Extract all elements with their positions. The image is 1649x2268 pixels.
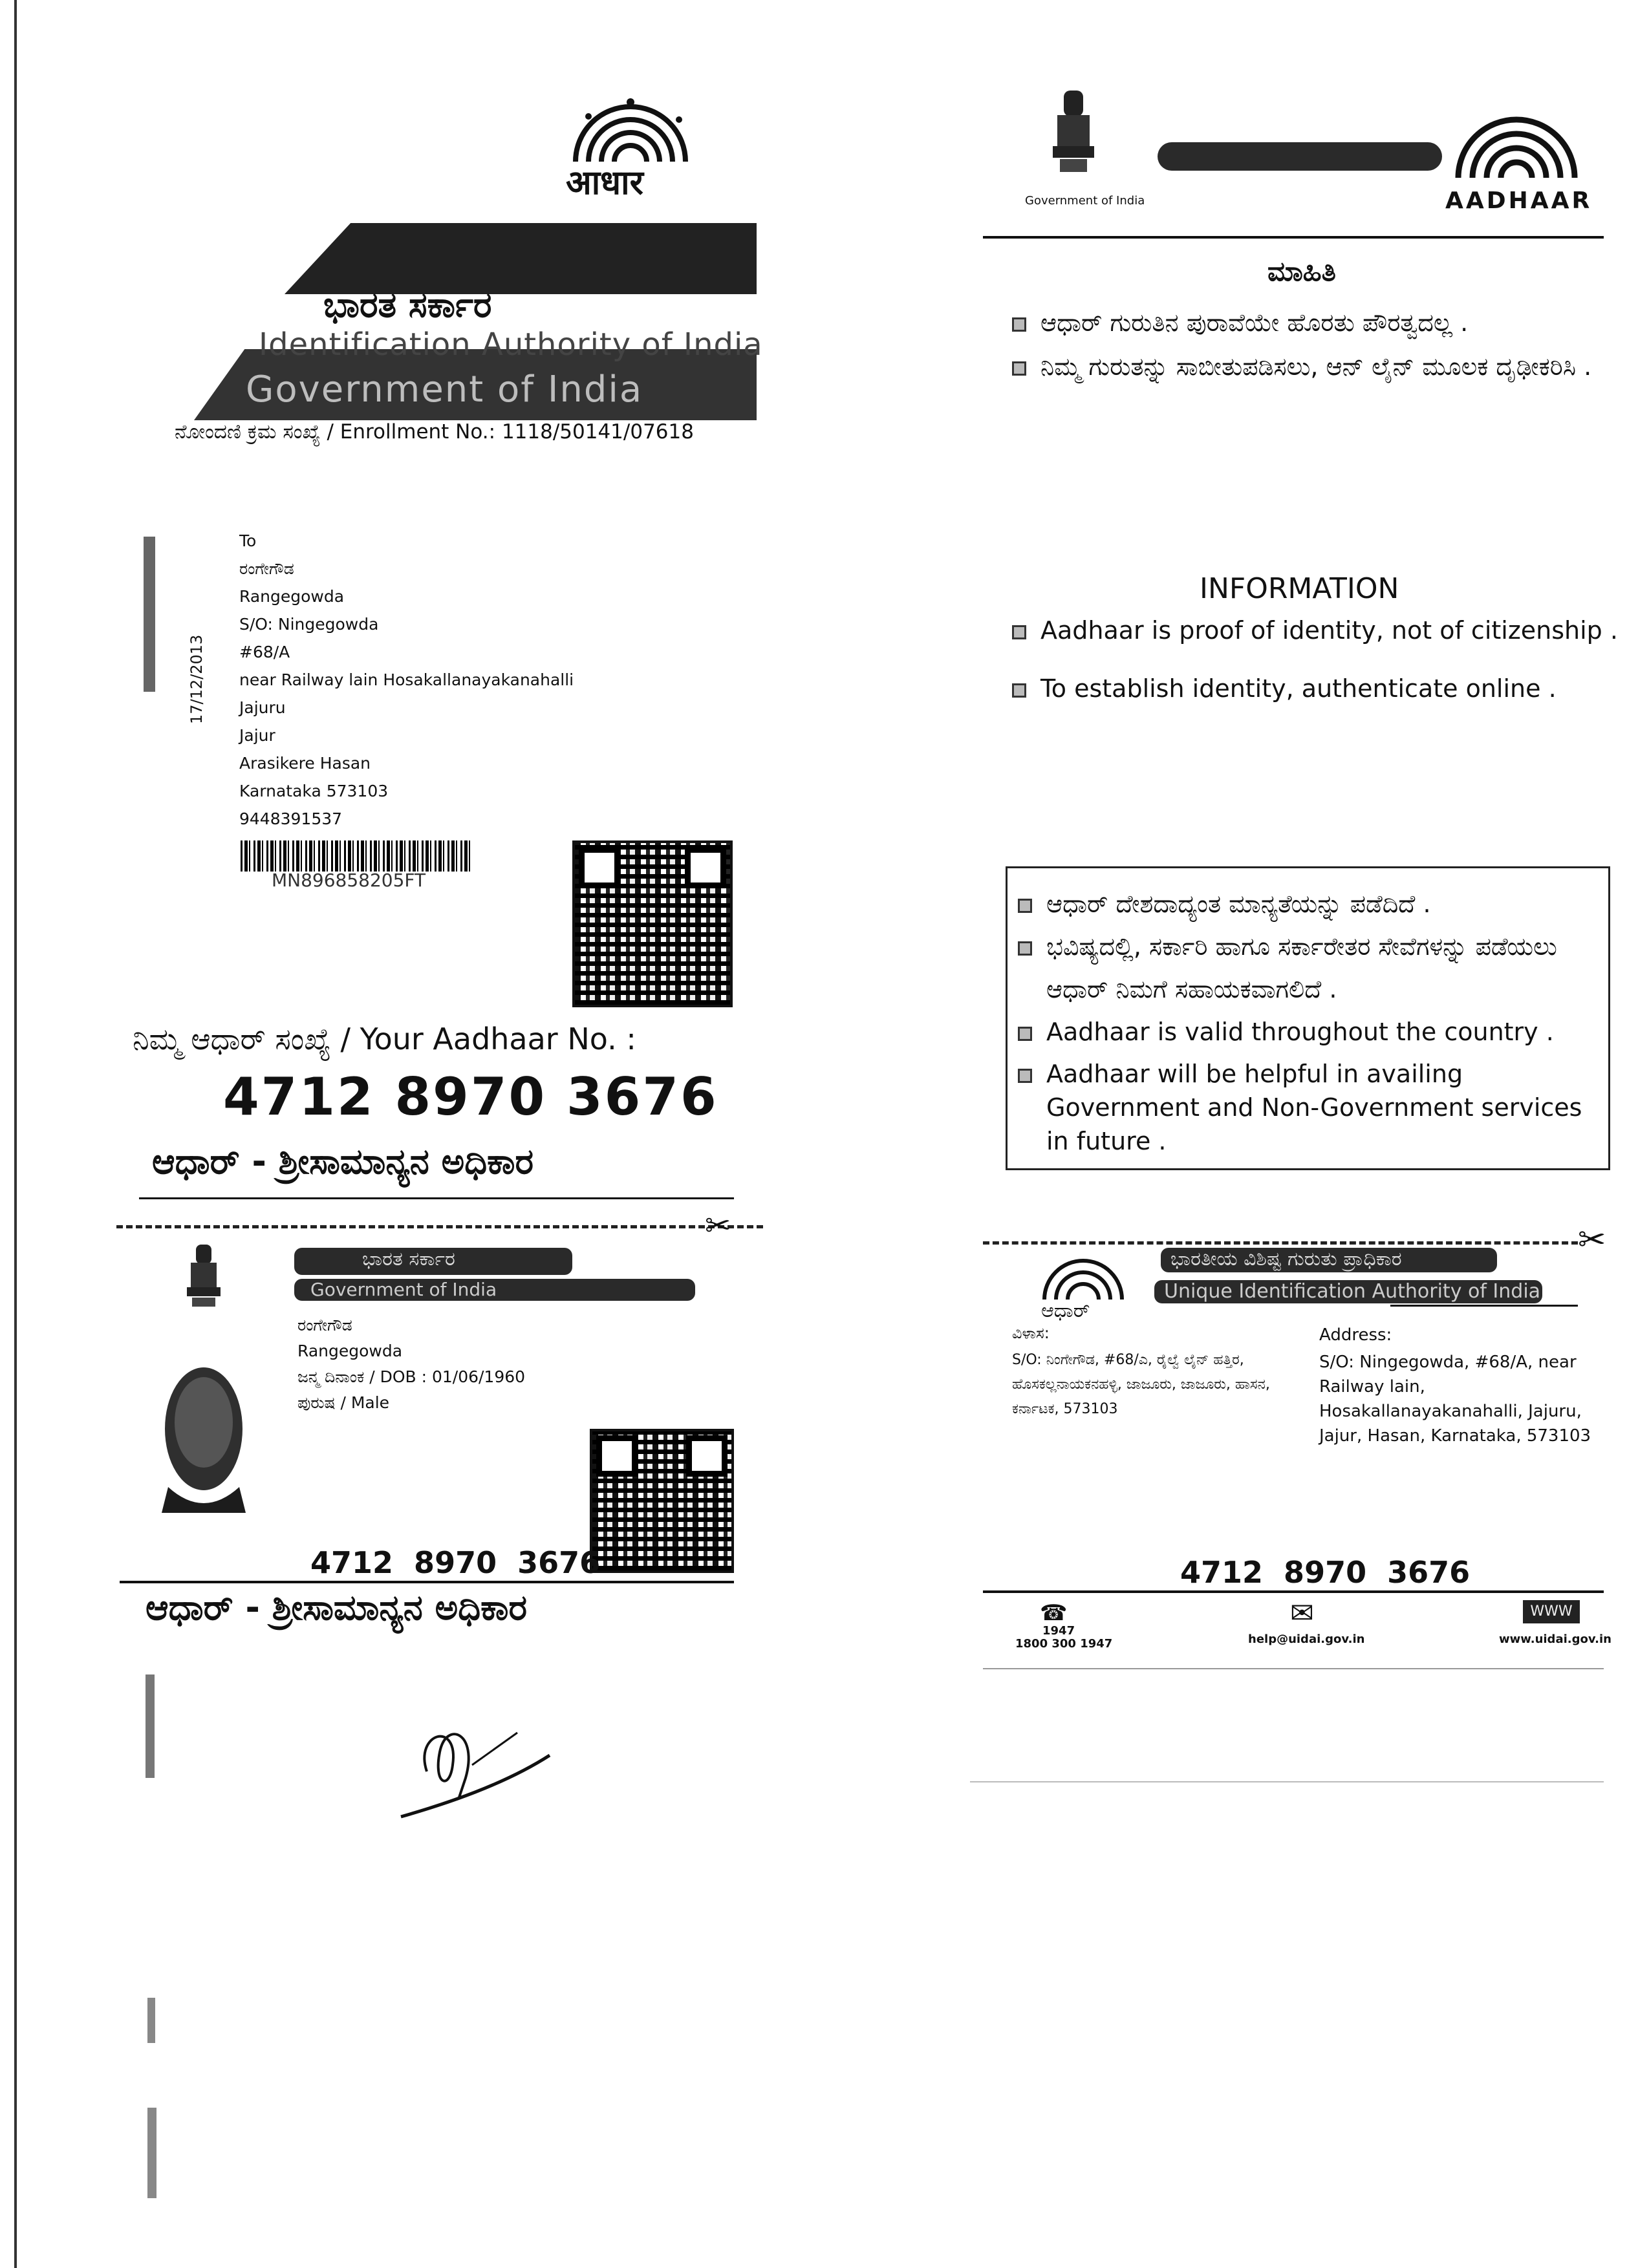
address-line: Jajur bbox=[239, 726, 275, 745]
mail-icon: ✉ bbox=[1290, 1597, 1314, 1630]
enrollment-number bbox=[175, 420, 694, 444]
card-details bbox=[297, 1312, 525, 1416]
aadhaar-logo-back bbox=[1436, 97, 1597, 187]
bullet-icon bbox=[1012, 361, 1026, 376]
help-email: help@uidai.gov.in bbox=[1248, 1632, 1365, 1646]
emblem-caption: Government of India bbox=[1025, 194, 1145, 208]
address-line: S/O: Ningegowda bbox=[239, 615, 379, 634]
card-name-kannada: ರಂಗೇಗೌಡ bbox=[297, 1316, 352, 1334]
bullet-icon bbox=[1018, 1069, 1032, 1083]
cut-line bbox=[116, 1225, 763, 1228]
phone-number: 1800 300 1947 bbox=[1015, 1637, 1113, 1651]
address-line: 9448391537 bbox=[239, 809, 343, 828]
card-slogan: ಆಧಾರ್ - ಶ್ರೀಸಾಮಾನ್ಯನ ಅಧಿಕಾರ bbox=[146, 1587, 528, 1628]
info-kannada-list bbox=[1012, 304, 1594, 385]
uidai-overlay-text: Identification Authority of India bbox=[259, 326, 763, 363]
info-english-list bbox=[1012, 611, 1626, 708]
info-english-item: To establish identity, authenticate online . bbox=[1012, 669, 1626, 708]
bullet-icon bbox=[1012, 683, 1026, 698]
bullet-icon bbox=[1018, 1027, 1032, 1041]
www-badge: WWW bbox=[1523, 1600, 1580, 1623]
barcode-text: MN896858205FT bbox=[272, 870, 426, 891]
card-gov-kannada: ಭಾರತ ಸರ್ಕಾರ bbox=[362, 1248, 455, 1270]
your-aadhaar-label: ನಿಮ್ಮ ಆಧಾರ್ ಸಂಖ್ಯೆ / Your Aadhaar No. : bbox=[133, 1022, 636, 1056]
address-line: Rangegowda bbox=[239, 587, 345, 606]
card-name: Rangegowda bbox=[297, 1342, 403, 1360]
qr-code bbox=[572, 840, 733, 1007]
side-date: 17/12/2013 bbox=[188, 634, 206, 724]
address-line: To bbox=[239, 531, 257, 550]
scan-line bbox=[983, 1668, 1604, 1669]
card-qr-code bbox=[590, 1429, 734, 1573]
card-aadhaar-number: 4712 8970 3676 bbox=[310, 1545, 601, 1580]
info-kannada-item: ಆಧಾರ್ ಗುರುತಿನ ಪುರಾವೆಯೇ ಹೊರತು ಪೌರತ್ವದಲ್ಲ . bbox=[1012, 304, 1594, 341]
address-english: S/O: Ningegowda, #68/A, near Railway lain, Hosakallanayakanahalli, Jajuru, Jajur, Hasan, Karnataka, 573103 bbox=[1319, 1353, 1591, 1446]
phone-year: 1947 bbox=[1042, 1624, 1075, 1638]
slogan-underline bbox=[139, 1197, 734, 1199]
holder-photo bbox=[155, 1358, 252, 1513]
slogan: ಆಧಾರ್ - ಶ್ರೀಸಾಮಾನ್ಯನ ಅಧಿಕಾರ bbox=[152, 1141, 534, 1182]
phone-icon: ☎ bbox=[1040, 1600, 1068, 1626]
scissors-icon: ✂ bbox=[1578, 1221, 1606, 1259]
ashoka-emblem-icon bbox=[1051, 91, 1096, 175]
uidai-english: Unique Identification Authority of India bbox=[1164, 1280, 1541, 1303]
card-dob: ಜನ್ಮ ದಿನಾಂಕ / DOB : 01/06/1960 bbox=[297, 1367, 526, 1386]
enrollment-value: 1118/50141/07618 bbox=[501, 420, 694, 444]
address-kannada: S/O: ನಿಂಗೇಗೌಡ, #68/ಎ, ರೈಲ್ವೆ ಲೈನ್ ಹತ್ತಿರ, ಹೊಸಕಲ್ಲನಾಯಕನಹಳ್ಳಿ, ಜಾಜೂರು, ಜಾಜೂರು, ಹಾಸನ, ಕರ್ನಾಟಕ, 573103 bbox=[1012, 1352, 1270, 1417]
info-title: INFORMATION bbox=[1200, 572, 1399, 605]
aadhaar-number-large: 4712 8970 3676 bbox=[223, 1067, 718, 1127]
info-box bbox=[1006, 866, 1610, 1170]
card-divider bbox=[120, 1581, 734, 1583]
website: www.uidai.gov.in bbox=[1499, 1632, 1611, 1646]
card-gender: ಪುರುಷ / Male bbox=[297, 1393, 390, 1412]
box-line: ಆಧಾರ್ ದೇಶದಾದ್ಯಂತ ಮಾನ್ಯತೆಯನ್ನು ಪಡೆದಿದೆ . bbox=[1018, 883, 1598, 925]
uidai-kannada: ಭಾರತೀಯ ವಿಶಿಷ್ಟ ಗುರುತು ಪ್ರಾಧಿಕಾರ bbox=[1170, 1248, 1402, 1270]
address-label: Address: bbox=[1319, 1325, 1392, 1345]
address-line: ರಂಗೇಗೌಡ bbox=[239, 559, 294, 578]
back-card-logo-kannada: ಆಧಾರ್ bbox=[1041, 1300, 1090, 1322]
scan-mark bbox=[146, 1674, 155, 1778]
box-line: Aadhaar is valid throughout the country . bbox=[1018, 1011, 1598, 1053]
box-line: ಭವಿಷ್ಯದಲ್ಲಿ, ಸರ್ಕಾರಿ ಹಾಗೂ ಸರ್ಕಾರೇತರ ಸೇವೆಗಳನ್ನು ಪಡೆಯಲು ಆಧಾರ್ ನಿಮಗೆ ಸಹಾಯಕವಾಗಲಿದೆ . bbox=[1018, 925, 1598, 1011]
gov-banner-top bbox=[285, 223, 757, 294]
bullet-icon bbox=[1012, 625, 1026, 639]
address-line: Arasikere Hasan bbox=[239, 754, 371, 773]
address-line: Karnataka 573103 bbox=[239, 782, 389, 800]
bullet-icon bbox=[1018, 941, 1032, 956]
signature bbox=[388, 1694, 569, 1823]
bullet-icon bbox=[1012, 317, 1026, 332]
gov-title-kannada: ಭಾರತ ಸರ್ಕಾರ bbox=[323, 284, 492, 325]
back-aadhaar-number: 4712 8970 3676 bbox=[1180, 1555, 1471, 1590]
scan-edge-line bbox=[14, 0, 17, 2268]
card-gov-english: Government of India bbox=[310, 1279, 497, 1300]
uidai-underline bbox=[1390, 1305, 1578, 1307]
emblem-icon bbox=[184, 1245, 223, 1309]
back-header-divider bbox=[983, 236, 1604, 239]
address-kannada-label: ವಿಳಾಸ: bbox=[1012, 1324, 1050, 1342]
scissors-icon: ✂ bbox=[705, 1208, 731, 1244]
address-block bbox=[239, 527, 574, 833]
back-card-logo bbox=[1031, 1245, 1135, 1303]
enrollment-label: ನೋಂದಣಿ ಕ್ರಮ ಸಂಖ್ಯೆ / Enrollment No.: bbox=[175, 420, 496, 444]
scan-mark bbox=[144, 537, 155, 692]
address-line: #68/A bbox=[239, 643, 290, 661]
info-kannada-item: ನಿಮ್ಮ ಗುರುತನ್ನು ಸಾಬೀತುಪಡಿಸಲು, ಆನ್ ಲೈನ್ ಮೂಲಕ ದೃಢೀಕರಿಸಿ . bbox=[1012, 348, 1594, 385]
address-line: Jajuru bbox=[239, 698, 286, 717]
gov-english-text: Government of India bbox=[246, 369, 643, 411]
aadhaar-hindi-logo-text: आधार bbox=[566, 164, 643, 202]
scan-mark bbox=[147, 2108, 156, 2198]
box-line: Aadhaar will be helpful in availing Government and Non-Government services in future . bbox=[1018, 1057, 1598, 1158]
scan-line bbox=[970, 1781, 1604, 1782]
postal-barcode bbox=[241, 840, 470, 872]
back-footer-divider bbox=[983, 1590, 1604, 1593]
info-kannada-title: ಮಾಹಿತಿ bbox=[1267, 255, 1336, 287]
scan-mark bbox=[147, 1998, 155, 2043]
bullet-icon bbox=[1018, 899, 1032, 913]
aadhaar-logo-text: AADHAAR bbox=[1445, 187, 1593, 214]
address-line: near Railway lain Hosakallanayakanahalli bbox=[239, 670, 574, 689]
redacted-banner bbox=[1158, 142, 1442, 171]
info-english-item: Aadhaar is proof of identity, not of citizenship . bbox=[1012, 611, 1626, 650]
